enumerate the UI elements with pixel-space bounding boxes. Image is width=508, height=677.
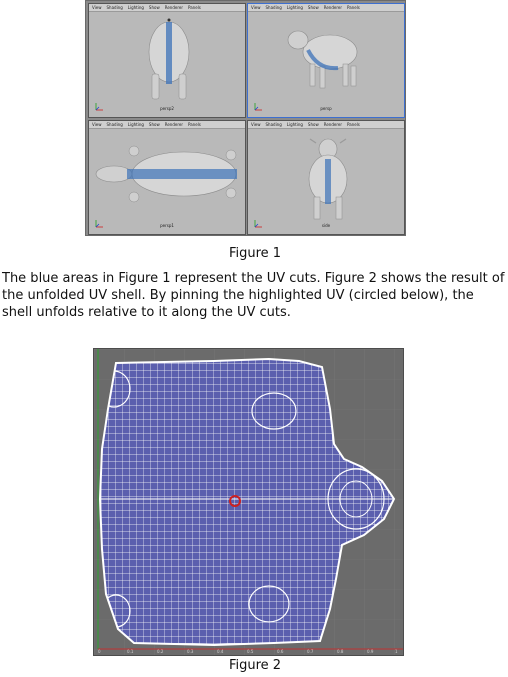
viewport-persp[interactable] <box>247 3 405 118</box>
tick-label: 0.9 <box>367 649 374 654</box>
tick-label: 0.4 <box>217 649 224 654</box>
camera-label: persp <box>320 106 332 111</box>
menu-renderer[interactable]: Renderer <box>323 5 342 10</box>
uv-shell-graphic <box>94 349 404 656</box>
menu-view[interactable]: View <box>92 5 102 10</box>
menu-lighting[interactable]: Lighting <box>127 122 144 127</box>
cow-bottom-model <box>89 129 246 235</box>
camera-label: persp1 <box>160 223 174 228</box>
figure-1-viewports <box>85 0 406 236</box>
cow-front-model <box>248 129 405 235</box>
menu-shading[interactable]: Shading <box>265 5 282 10</box>
menu-shading[interactable]: Shading <box>106 5 123 10</box>
menu-show[interactable]: Show <box>307 5 319 10</box>
uv-axis-ticks <box>94 646 403 654</box>
menu-panels[interactable]: Panels <box>187 122 201 127</box>
menu-shading[interactable]: Shading <box>106 122 123 127</box>
menu-view[interactable]: View <box>92 122 102 127</box>
tick-label: 0.5 <box>247 649 254 654</box>
cow-back-model <box>89 12 246 118</box>
figure-2-uv-editor <box>93 348 404 656</box>
menu-view[interactable]: View <box>251 122 261 127</box>
tick-label: 0.6 <box>277 649 284 654</box>
camera-label: persp2 <box>160 106 174 111</box>
camera-label: side <box>321 223 331 228</box>
menu-show[interactable]: Show <box>148 122 160 127</box>
menu-panels[interactable]: Panels <box>346 5 360 10</box>
tick-label: 0 <box>98 649 101 654</box>
viewport-front[interactable] <box>247 120 405 235</box>
menu-renderer[interactable]: Renderer <box>164 122 183 127</box>
tick-label: 0.3 <box>187 649 194 654</box>
viewport-menubar <box>248 121 404 129</box>
figure-1-caption: Figure 1 <box>228 246 282 261</box>
cow-persp-model <box>248 12 405 118</box>
menu-shading[interactable]: Shading <box>265 122 282 127</box>
tick-label: 0.1 <box>127 649 134 654</box>
viewport-bottom[interactable] <box>88 120 246 235</box>
menu-show[interactable]: Show <box>307 122 319 127</box>
menu-panels[interactable]: Panels <box>346 122 360 127</box>
menu-renderer[interactable]: Renderer <box>164 5 183 10</box>
menu-lighting[interactable]: Lighting <box>127 5 144 10</box>
viewport-menubar <box>248 4 404 12</box>
menu-renderer[interactable]: Renderer <box>323 122 342 127</box>
tick-label: 0.7 <box>307 649 314 654</box>
tick-label: 0.2 <box>157 649 164 654</box>
menu-panels[interactable]: Panels <box>187 5 201 10</box>
tick-label: 1 <box>395 649 398 654</box>
viewport-menubar <box>89 121 245 129</box>
figure-2-caption: Figure 2 <box>228 658 282 673</box>
viewport-back[interactable] <box>88 3 246 118</box>
body-paragraph: The blue areas in Figure 1 represent the UV cuts. Figure 2 shows the result of the unfolded UV shell. By pinning the highlighted UV (circled below), the shell unfolds relative to it along the UV cuts. <box>2 271 505 320</box>
tick-label: 0.8 <box>337 649 344 654</box>
menu-view[interactable]: View <box>251 5 261 10</box>
menu-lighting[interactable]: Lighting <box>286 5 303 10</box>
menu-show[interactable]: Show <box>148 5 160 10</box>
menu-lighting[interactable]: Lighting <box>286 122 303 127</box>
viewport-menubar <box>89 4 245 12</box>
